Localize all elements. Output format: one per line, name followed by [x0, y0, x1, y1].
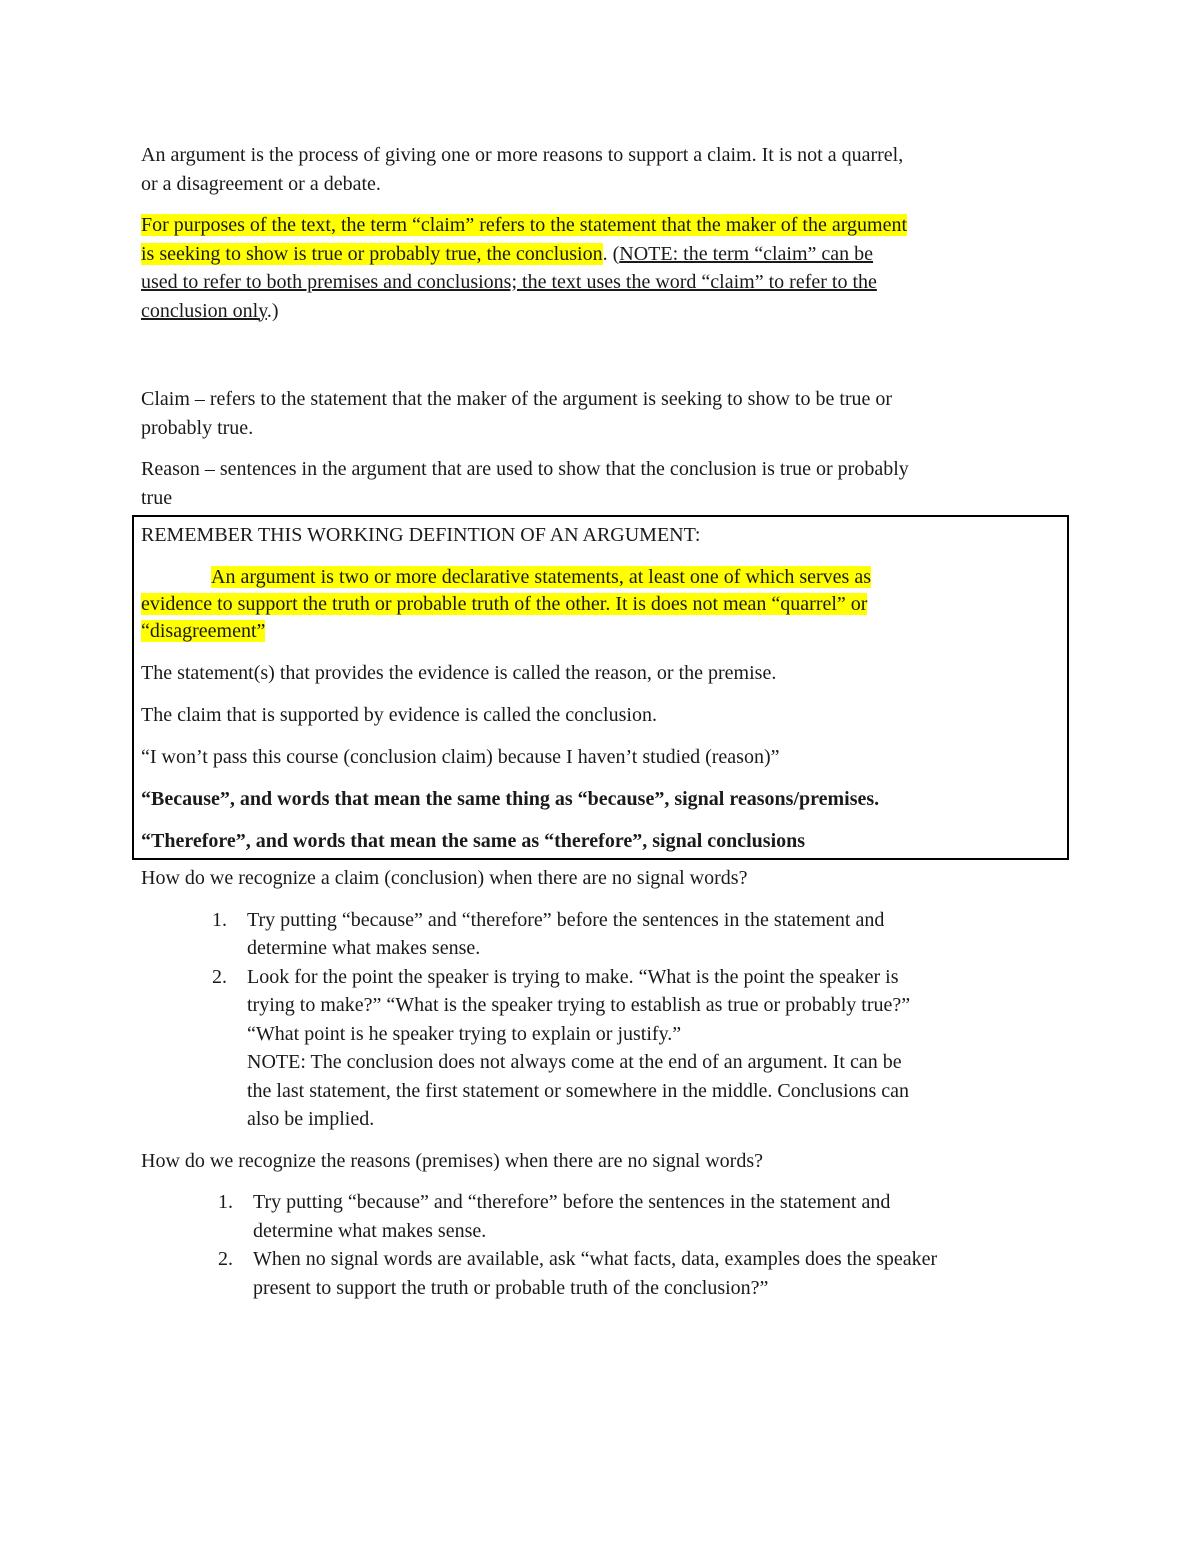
box-heading: REMEMBER THIS WORKING DEFINTION OF AN ARGUMENT: [141, 524, 701, 546]
list-line: Try putting “because” and “therefore” before the sentences in the statement and [253, 1191, 891, 1213]
purpose-paragraph [141, 211, 1061, 325]
purpose-highlight-line-1: For purposes of the text, the term “claim” refers to the statement that the maker of the argument [141, 214, 908, 236]
purpose-period: . ( [602, 242, 620, 265]
purpose-highlight-line-2: is seeking to show is true or probably true, the conclusion [141, 242, 603, 265]
list-line: “What point is he speaker trying to explain or justify.” [247, 1022, 682, 1045]
intro-line-1: An argument is the process of giving one or more reasons to support a claim. It is not a quarrel, [141, 144, 904, 166]
box-because-rule: “Because”, and words that mean the same thing as “because”, signal reasons/premises. [141, 788, 880, 810]
list-number: 1. [212, 908, 227, 931]
intro-paragraph [141, 141, 1061, 198]
box-definition-line-1: An argument is two or more declarative statements, at least one of which serves as [211, 566, 871, 588]
reason-definition-line-1: Reason – sentences in the argument that are used to show that the conclusion is true or probably [141, 458, 909, 480]
list-line: NOTE: The conclusion does not always come at the end of an argument. It can be [247, 1051, 902, 1073]
list-item [141, 1245, 1061, 1302]
box-definition [141, 564, 1059, 645]
argument-definition-box [132, 515, 1069, 860]
list-line: determine what makes sense. [253, 1219, 487, 1242]
list-number: 2. [212, 965, 227, 988]
purpose-note-line-2: used to refer to both premises and conclusions; the text uses the word “claim” to refer to the [141, 271, 877, 293]
list-line: present to support the truth or probable truth of the conclusion?” [253, 1276, 769, 1299]
list-line: determine what makes sense. [247, 937, 481, 959]
claim-definition-line-2: probably true. [141, 416, 254, 439]
box-definition-line-2: evidence to support the truth or probable truth of the other. It is does not mean “quarrel” or [141, 593, 868, 615]
list-line: When no signal words are available, ask “what facts, data, examples does the speaker [253, 1248, 938, 1270]
box-conclusion: The claim that is supported by evidence is called the conclusion. [141, 704, 657, 726]
list-number: 1. [218, 1191, 233, 1213]
reason-definition [141, 455, 1061, 512]
claim-definition-line-1: Claim – refers to the statement that the maker of the argument is seeking to show to be true or [141, 388, 893, 410]
list-line: the last statement, the first statement or somewhere in the middle. Conclusions can [247, 1079, 910, 1102]
list-number: 2. [218, 1248, 233, 1270]
claim-definition [141, 385, 1061, 442]
reason-steps-list [141, 1188, 1061, 1302]
reason-definition-line-2: true [141, 486, 173, 509]
list-line: Look for the point the speaker is trying to make. “What is the point the speaker is [247, 965, 899, 988]
box-therefore-rule: “Therefore”, and words that mean the same as “therefore”, signal conclusions [141, 830, 806, 852]
list-item [141, 963, 1061, 1134]
reason-question: How do we recognize the reasons (premises) when there are no signal words? [141, 1149, 764, 1172]
list-line: also be implied. [247, 1108, 375, 1130]
document-page [141, 141, 1061, 1315]
purpose-closing: .) [266, 299, 279, 322]
list-item [141, 1188, 1061, 1245]
box-example: “I won’t pass this course (conclusion claim) because I haven’t studied (reason)” [141, 746, 780, 768]
purpose-note-line-3: conclusion only [141, 299, 267, 322]
box-definition-line-3: “disagreement” [141, 620, 266, 642]
list-item [141, 906, 1061, 963]
intro-line-2: or a disagreement or a debate. [141, 172, 381, 195]
claim-question: How do we recognize a claim (conclusion) when there are no signal words? [141, 867, 748, 889]
purpose-note-line-1: NOTE: the term “claim” can be [619, 242, 874, 265]
box-premise: The statement(s) that provides the evidence is called the reason, or the premise. [141, 662, 777, 684]
list-line: trying to make?” “What is the speaker trying to establish as true or probably true?” [247, 994, 911, 1016]
claim-steps-list [141, 906, 1061, 1134]
blank-space [141, 338, 1061, 385]
list-line: Try putting “because” and “therefore” before the sentences in the statement and [247, 908, 885, 931]
